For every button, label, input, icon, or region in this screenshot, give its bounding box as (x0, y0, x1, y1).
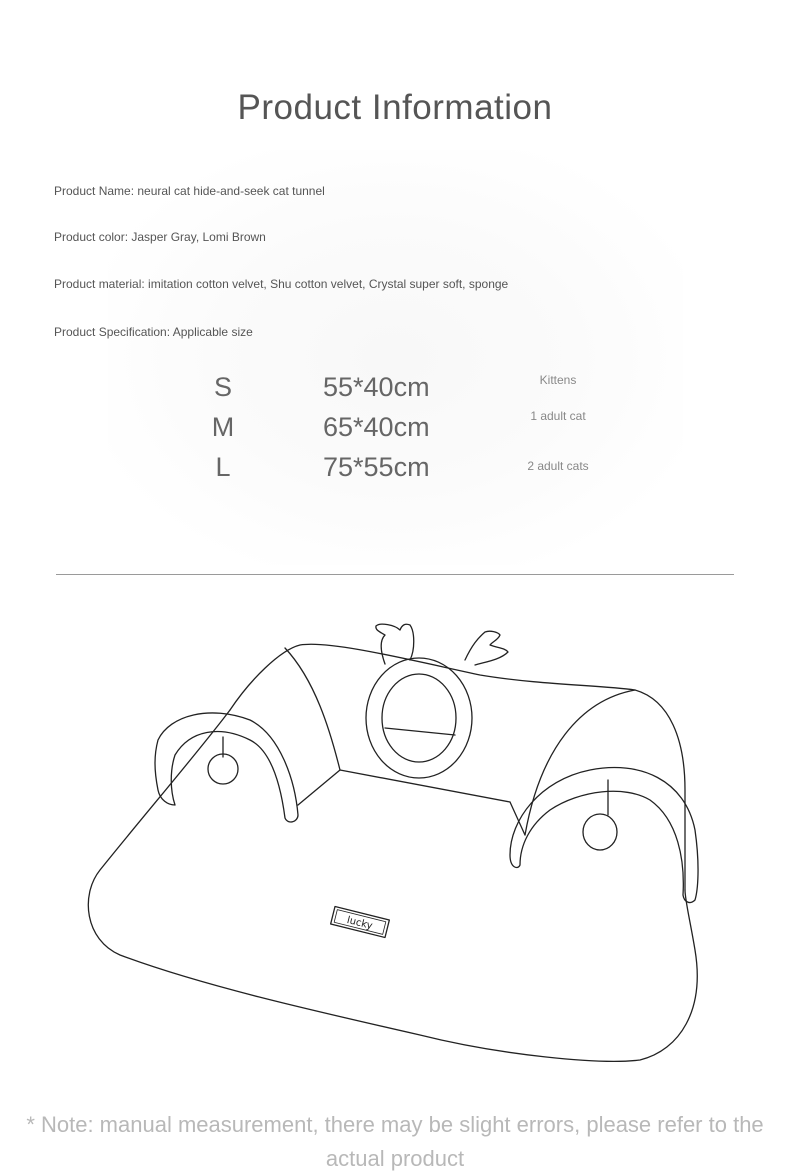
measurement-note: * Note: manual measurement, there may be slight errors, please refer to the actual product (26, 1112, 764, 1171)
size-label: L (215, 452, 231, 482)
lucky-tag (331, 906, 390, 937)
lucky-tag-text: lucky (345, 914, 374, 932)
product-material: Product material: imitation cotton velvet, Shu cotton velvet, Crystal super soft, sponge (54, 277, 509, 291)
size-label: S (213, 372, 232, 402)
left-antler-icon (376, 624, 414, 664)
right-ball-icon (583, 814, 617, 850)
size-note: 1 adult cat (530, 409, 586, 423)
porthole-inner (382, 674, 456, 762)
size-note: 2 adult cats (527, 459, 589, 473)
size-dimensions: 55*40cm (323, 372, 430, 402)
bed-base-outline (88, 710, 697, 1061)
size-note: Kittens (539, 373, 577, 387)
right-arch-outer (510, 768, 698, 903)
size-dimensions: 75*55cm (323, 452, 430, 482)
page-title: Product Information (237, 88, 553, 127)
left-arch-outer (155, 713, 298, 822)
product-name: Product Name: neural cat hide-and-seek cat tunnel (54, 184, 325, 198)
product-specification: Product Specification: Applicable size (54, 325, 253, 339)
right-antler-icon (465, 631, 508, 665)
left-ball-icon (208, 754, 238, 784)
inner-floor-edge (340, 770, 510, 802)
product-color: Product color: Jasper Gray, Lomi Brown (54, 230, 266, 244)
size-dimensions: 65*40cm (323, 412, 430, 442)
section-divider (56, 574, 734, 575)
background-panel (108, 150, 683, 565)
cat-tunnel-bed-illustration (80, 620, 710, 1075)
size-label: M (211, 412, 235, 442)
